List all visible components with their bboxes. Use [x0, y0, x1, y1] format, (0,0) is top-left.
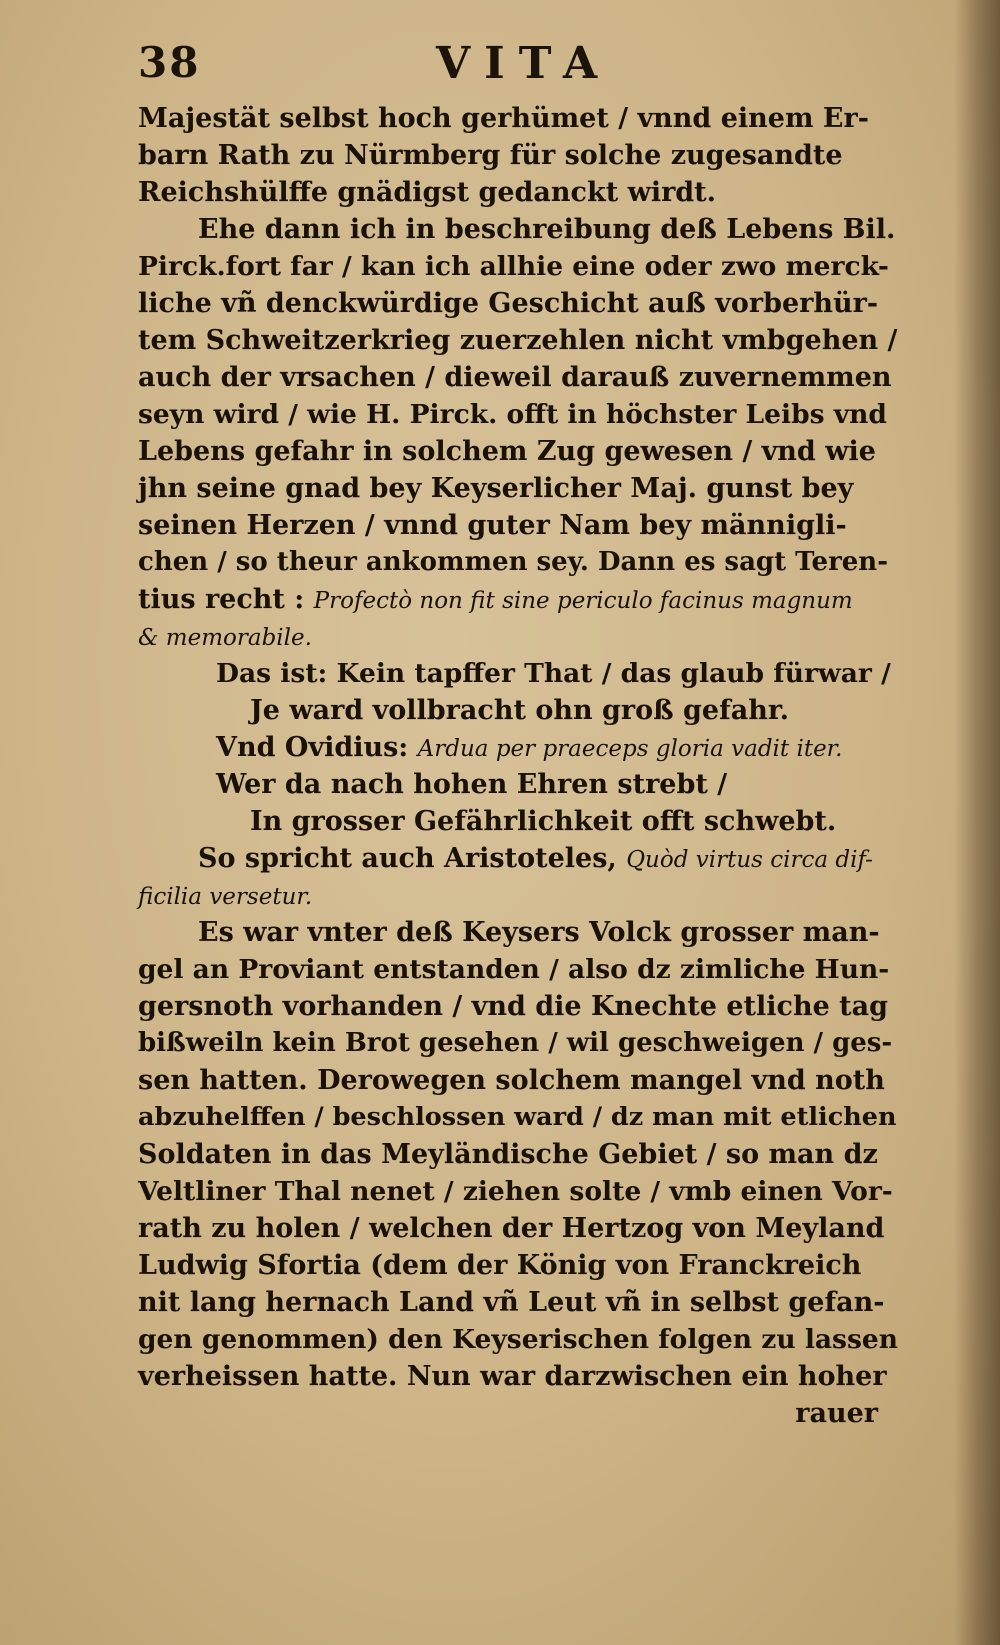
line-text: abzuhelffen / beschlossen ward / dz man mit etlichen — [138, 1102, 897, 1132]
text-line — [138, 988, 898, 1025]
latin-quote: & memorabile. — [138, 625, 312, 651]
text-line — [138, 729, 898, 766]
text-line — [138, 1284, 898, 1321]
line-text: Lebens gefahr in solchem Zug gewesen / vnd wie — [138, 436, 876, 467]
text-line — [138, 137, 898, 174]
line-text: In grosser Gefährlichkeit offt schwebt. — [250, 806, 837, 837]
text-line — [138, 655, 898, 692]
line-text: auch der vrsachen / dieweil darauß zuvernemmen — [138, 362, 892, 393]
running-title: VITA — [436, 38, 612, 89]
line-text: rauer — [795, 1398, 878, 1429]
line-text: jhn seine gnad bey Keyserlicher Maj. gunst bey — [138, 473, 854, 504]
text-line — [138, 285, 898, 322]
text-line — [138, 1099, 898, 1136]
line-text: gersnoth vorhanden / vnd die Knechte etliche tag — [138, 991, 889, 1022]
line-text: nit lang hernach Land vñ Leut vñ in selbst gefan- — [138, 1287, 885, 1318]
text-line — [138, 1395, 898, 1432]
text-line — [138, 507, 898, 544]
line-text: tius recht : — [138, 584, 314, 615]
text-line — [138, 174, 898, 211]
text-line — [138, 1062, 898, 1099]
body-text — [138, 100, 898, 1432]
text-line — [138, 248, 898, 285]
text-line — [138, 359, 898, 396]
line-text: So spricht auch Aristoteles, — [198, 843, 627, 874]
text-line — [138, 544, 898, 581]
line-text: bißweiln kein Brot gesehen / wil geschweigen / ges- — [138, 1028, 893, 1058]
line-text: gel an Proviant entstanden / also dz zimliche Hun- — [138, 954, 890, 985]
line-text: verheissen hatte. Nun war darzwischen ein hoher — [138, 1361, 887, 1392]
line-text: barn Rath zu Nürmberg für solche zugesandte — [138, 140, 843, 171]
latin-quote: Profectò non fit sine periculo facinus magnum — [313, 588, 853, 614]
text-line — [138, 1025, 898, 1062]
text-line — [138, 914, 898, 951]
text-line — [138, 581, 898, 618]
line-text: seinen Herzen / vnnd guter Nam bey männigli- — [138, 510, 847, 541]
line-text: chen / so theur ankommen sey. Dann es sagt Teren- — [138, 547, 889, 577]
line-text: tem Schweitzerkrieg zuerzehlen nicht vmbgehen / — [138, 325, 898, 356]
text-line — [138, 211, 898, 248]
text-line — [138, 322, 898, 359]
text-line — [138, 618, 898, 655]
line-text: Wer da nach hohen Ehren strebt / — [216, 769, 728, 800]
text-line — [138, 877, 898, 914]
text-line — [138, 433, 898, 470]
text-line — [138, 1247, 898, 1284]
line-text: Soldaten in das Meyländische Gebiet / so man dz — [138, 1139, 878, 1170]
page-number: 38 — [138, 38, 201, 87]
text-line — [138, 803, 898, 840]
line-text: sen hatten. Derowegen solchem mangel vnd noth — [138, 1065, 885, 1096]
text-line — [138, 1136, 898, 1173]
line-text: Pirck.fort far / kan ich allhie eine oder zwo merck- — [138, 251, 889, 282]
line-text: Veltliner Thal nenet / ziehen solte / vmb einen Vor- — [138, 1176, 893, 1207]
text-line — [138, 692, 898, 729]
text-line — [138, 1321, 898, 1358]
page-header — [138, 38, 898, 98]
line-text: Reichshülffe gnädigst gedanckt wirdt. — [138, 177, 717, 208]
latin-quote: Quòd virtus circa dif- — [626, 847, 873, 873]
text-line — [138, 470, 898, 507]
line-text: Es war vnter deß Keysers Volck grosser man- — [198, 917, 880, 948]
line-text: Das ist: Kein tapffer That / das glaub fürwar / — [216, 658, 891, 689]
line-text: Vnd Ovidius: — [216, 732, 418, 763]
line-text: Ludwig Sfortia (dem der König von Franckreich — [138, 1250, 862, 1281]
line-text: Ehe dann ich in beschreibung deß Lebens Bil. — [198, 214, 896, 245]
latin-quote: ficilia versetur. — [138, 884, 313, 910]
text-line — [138, 1210, 898, 1247]
line-text: liche vñ denckwürdige Geschicht auß vorberhür- — [138, 288, 879, 319]
text-line — [138, 100, 898, 137]
text-line — [138, 396, 898, 433]
text-line — [138, 840, 898, 877]
text-line — [138, 951, 898, 988]
text-line — [138, 766, 898, 803]
line-text: Je ward vollbracht ohn groß gefahr. — [250, 695, 789, 726]
line-text: gen genommen) den Keyserischen folgen zu lassen — [138, 1324, 899, 1355]
text-line — [138, 1358, 898, 1395]
line-text: seyn wird / wie H. Pirck. offt in höchster Leibs vnd — [138, 399, 887, 430]
text-line — [138, 1173, 898, 1210]
line-text: rath zu holen / welchen der Hertzog von Meyland — [138, 1213, 885, 1244]
latin-quote: Ardua per praeceps gloria vadit iter. — [417, 736, 843, 762]
page-gutter-shadow — [954, 0, 1000, 1645]
line-text: Majestät selbst hoch gerhümet / vnnd einem Er- — [138, 103, 869, 134]
